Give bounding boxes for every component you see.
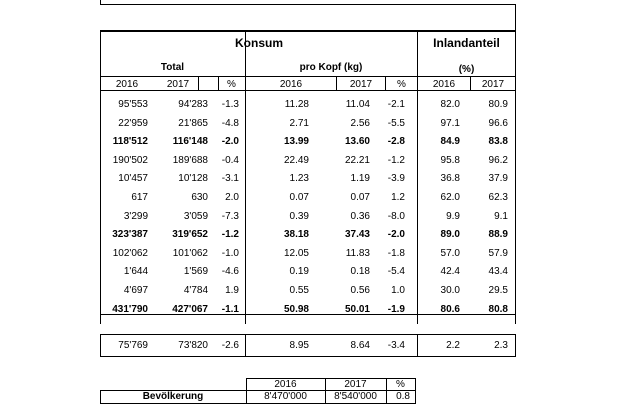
table-cell: 0.07	[289, 192, 309, 203]
pro-kopf-header: pro Kopf (kg)	[299, 62, 363, 73]
population-change-pct: 0.8	[396, 391, 410, 402]
table-cell: 11.04	[345, 99, 370, 110]
table-cell: 0.07	[350, 192, 370, 203]
table-cell: 0.36	[350, 211, 370, 222]
table-cell: 80.8	[488, 304, 508, 315]
table-cell: 3'059	[183, 211, 208, 222]
konsum-header: Konsum	[235, 36, 283, 50]
table-cell: 0.18	[350, 266, 370, 277]
table-cell: 96.2	[488, 155, 508, 166]
table-cell: -5.5	[387, 118, 405, 129]
table-cell: 9.1	[494, 211, 508, 222]
year-header-5: %	[397, 79, 406, 90]
table-cell: -4.6	[221, 266, 239, 277]
table-cell: 80.6	[440, 304, 460, 315]
table-cell: 96.6	[488, 118, 508, 129]
table-cell: 1'569	[183, 266, 208, 277]
table-cell: -8.0	[387, 211, 405, 222]
table-cell: 57.0	[440, 248, 460, 259]
population-2016-header: 2016	[274, 379, 297, 390]
table-cell: 1.0	[391, 285, 405, 296]
year-header-2: %	[227, 79, 236, 90]
table-cell: 102'062	[112, 248, 148, 259]
table-cell: 50.01	[344, 304, 370, 315]
table-cell: 30.0	[440, 285, 460, 296]
table-cell: 62.3	[488, 192, 508, 203]
table-cell: 1.23	[289, 173, 309, 184]
grid-line	[515, 4, 516, 31]
table-cell: -1.2	[387, 155, 405, 166]
table-cell: 95.8	[440, 155, 460, 166]
year-header-3: 2016	[279, 79, 303, 90]
population-2017-header: 2017	[344, 379, 367, 390]
percent-unit-header: (%)	[458, 64, 475, 75]
table-cell: 37.9	[488, 173, 508, 184]
table-cell: 9.9	[446, 211, 460, 222]
table-cell: -7.3	[221, 211, 239, 222]
year-header-6: 2016	[432, 79, 456, 90]
table-cell: 1.2	[391, 192, 405, 203]
table-cell: 189'688	[172, 155, 208, 166]
table-cell: 22'959	[118, 118, 148, 129]
table-cell: 95'553	[118, 99, 148, 110]
table-cell: 36.8	[440, 173, 460, 184]
table-cell: -2.1	[387, 99, 405, 110]
table-cell: 80.9	[488, 99, 508, 110]
table-cell: 4'697	[123, 285, 148, 296]
table-cell: -2.0	[387, 229, 405, 240]
table-cell: 94'283	[178, 99, 208, 110]
table-cell: 83.8	[488, 136, 508, 147]
table-cell: 2.0	[225, 192, 239, 203]
table-cell: 431'790	[112, 304, 148, 315]
table-cell: 89.0	[440, 229, 460, 240]
table-cell: 323'387	[112, 229, 148, 240]
extra-row-cell: 8.64	[350, 340, 370, 351]
table-cell: -2.0	[221, 136, 239, 147]
header-top-border	[100, 30, 516, 32]
table-cell: 1.19	[350, 173, 370, 184]
grid-line	[100, 334, 516, 335]
table-cell: -4.8	[221, 118, 239, 129]
extra-row-cell: 2.3	[494, 340, 508, 351]
population-value-2016: 8'470'000	[264, 391, 307, 402]
table-cell: 1.9	[225, 285, 239, 296]
total-header: Total	[160, 62, 185, 73]
table-cell: 116'148	[172, 136, 208, 147]
population-label: Bevölkerung	[142, 391, 204, 402]
grid-line	[100, 76, 516, 77]
extra-row-cell: -2.6	[221, 340, 239, 351]
table-cell: 84.9	[440, 136, 460, 147]
table-cell: 11.28	[284, 99, 309, 110]
table-cell: 427'067	[172, 304, 208, 315]
table-cell: 37.43	[344, 229, 370, 240]
table-cell: 0.39	[289, 211, 309, 222]
table-cell: -3.9	[387, 173, 405, 184]
population-value-2017: 8'540'000	[334, 391, 377, 402]
top-border	[100, 4, 516, 5]
table-cell: -1.1	[221, 304, 239, 315]
table-cell: -1.0	[221, 248, 239, 259]
table-cell: 101'062	[172, 248, 208, 259]
table-cell: 0.56	[350, 285, 370, 296]
table-cell: 2.71	[289, 118, 309, 129]
inlandanteil-header: Inlandanteil	[433, 36, 500, 50]
table-cell: -1.2	[221, 229, 239, 240]
table-cell: -3.1	[221, 173, 239, 184]
table-cell: -1.3	[221, 99, 239, 110]
table-cell: 50.98	[283, 304, 309, 315]
column-separator	[198, 76, 199, 91]
table-cell: 21'865	[178, 118, 208, 129]
table-cell: -2.8	[387, 136, 405, 147]
table-cell: 0.19	[289, 266, 309, 277]
extra-row-cell: 75'769	[118, 340, 148, 351]
table-cell: 11.83	[345, 248, 370, 259]
table-cell: 22.21	[344, 155, 370, 166]
table-cell: 88.9	[488, 229, 508, 240]
grid-line	[100, 356, 516, 357]
table-cell: 118'512	[112, 136, 148, 147]
table-cell: 13.60	[344, 136, 370, 147]
table-cell: 0.55	[289, 285, 309, 296]
year-header-0: 2016	[115, 79, 139, 90]
table-cell: 29.5	[488, 285, 508, 296]
year-header-4: 2017	[349, 79, 373, 90]
table-cell: 13.99	[283, 136, 309, 147]
extra-row-cell: 73'820	[178, 340, 208, 351]
table-cell: 190'502	[112, 155, 148, 166]
table-cell: -1.9	[387, 304, 405, 315]
table-cell: 4'784	[183, 285, 208, 296]
table-cell: -1.8	[387, 248, 405, 259]
table-cell: 2.56	[350, 118, 370, 129]
table-cell: 22.49	[283, 155, 309, 166]
year-header-7: 2017	[481, 79, 505, 90]
table-cell: 1'644	[123, 266, 148, 277]
extra-row-border	[515, 334, 516, 357]
table-cell: -5.4	[387, 266, 405, 277]
table-cell: 62.0	[440, 192, 460, 203]
table-cell: 617	[131, 192, 148, 203]
table-cell: 38.18	[283, 229, 309, 240]
table-cell: 82.0	[440, 99, 460, 110]
table-cell: 10'128	[178, 173, 208, 184]
year-header-1: 2017	[166, 79, 190, 90]
table-cell: 319'652	[172, 229, 208, 240]
table-cell: -0.4	[221, 155, 239, 166]
population-pct-header: %	[396, 379, 405, 390]
table-cell: 10'457	[118, 173, 148, 184]
table-cell: 97.1	[440, 118, 460, 129]
extra-row-cell: 2.2	[446, 340, 460, 351]
grid-line	[100, 403, 416, 404]
table-cell: 57.9	[488, 248, 508, 259]
grid-line	[415, 378, 416, 404]
table-cell: 43.4	[488, 266, 508, 277]
table-cell: 42.4	[440, 266, 460, 277]
table-cell: 3'299	[123, 211, 148, 222]
table-cell: 12.05	[283, 248, 309, 259]
extra-row-cell: -3.4	[387, 340, 405, 351]
extra-row-cell: 8.95	[289, 340, 309, 351]
grid-line	[515, 30, 516, 324]
table-cell: 630	[191, 192, 208, 203]
